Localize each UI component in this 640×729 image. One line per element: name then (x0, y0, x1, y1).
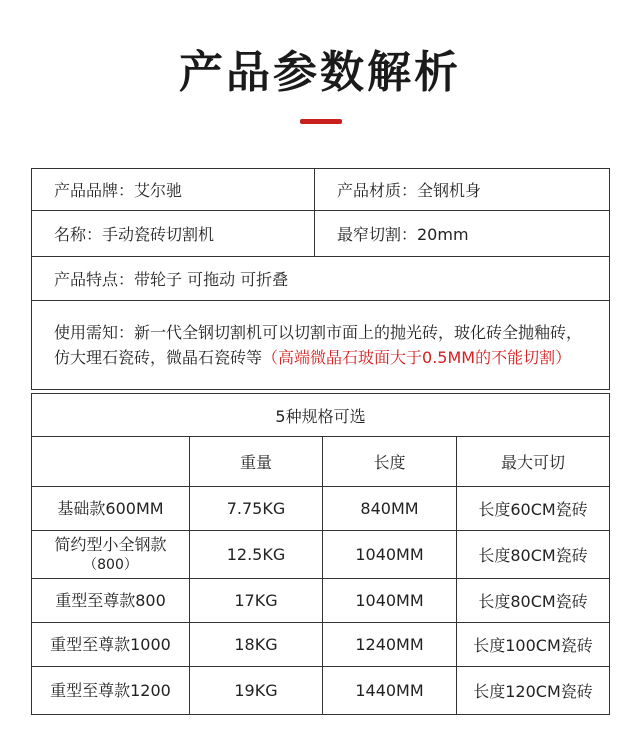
weight-cell: 19KG (190, 667, 323, 715)
model-cell: 重型至尊款800 (32, 579, 190, 623)
notice-text: 使用需知：新一代全钢切割机可以切割市面上的抛光砖，玻化砖全抛釉砖，仿大理石瓷砖，微晶石瓷砖等 (54, 323, 583, 367)
length-cell: 840MM (323, 487, 457, 531)
spec-header-row (32, 437, 610, 487)
weight-cell: 7.75KG (190, 487, 323, 531)
max-cut-cell: 长度60CM瓷砖 (457, 487, 610, 531)
table-row (32, 487, 610, 531)
spec-title: 5种规格可选 (32, 394, 610, 437)
info-row-notice (32, 301, 610, 390)
max-cut-cell: 长度80CM瓷砖 (457, 579, 610, 623)
max-cut-cell: 长度120CM瓷砖 (457, 667, 610, 715)
model-sub: （800） (83, 556, 138, 573)
header-cell-max-cut: 最大可切 (457, 437, 610, 487)
features-cell: 产品特点：带轮子 可拖动 可折叠 (32, 257, 610, 301)
name-cell: 名称：手动瓷砖切割机 (32, 211, 315, 257)
page-title: 产品参数解析 (179, 47, 461, 98)
model-name: 简约型小全钢款 (54, 534, 167, 554)
header-cell-length: 长度 (323, 437, 457, 487)
weight-cell: 12.5KG (190, 531, 323, 579)
material-cell: 产品材质：全钢机身 (315, 169, 610, 211)
length-cell: 1040MM (323, 579, 457, 623)
table-row (32, 579, 610, 623)
info-row-features (32, 257, 610, 301)
title-underline-accent (300, 119, 342, 124)
spec-table (31, 393, 610, 715)
weight-cell: 17KG (190, 579, 323, 623)
model-cell: 重型至尊款1200 (32, 667, 190, 715)
info-row-name-cut (32, 211, 610, 257)
model-cell: 基础款600MM (32, 487, 190, 531)
info-row-brand-material (32, 169, 610, 211)
length-cell: 1440MM (323, 667, 457, 715)
min-cut-cell: 最窄切割：20mm (315, 211, 610, 257)
header-cell-weight: 重量 (190, 437, 323, 487)
max-cut-cell: 长度80CM瓷砖 (457, 531, 610, 579)
model-cell (32, 531, 190, 579)
length-cell: 1040MM (323, 531, 457, 579)
table-row (32, 623, 610, 667)
length-cell: 1240MM (323, 623, 457, 667)
table-row (32, 667, 610, 715)
brand-cell: 产品品牌：艾尔驰 (32, 169, 315, 211)
header-cell-empty (32, 437, 190, 487)
weight-cell: 18KG (190, 623, 323, 667)
table-row (32, 531, 610, 579)
model-cell: 重型至尊款1000 (32, 623, 190, 667)
product-info-table (31, 168, 610, 390)
spec-title-row (32, 394, 610, 437)
notice-warning: （高端微晶石玻面大于0.5MM的不能切割） (262, 348, 572, 367)
notice-cell (32, 301, 610, 390)
max-cut-cell: 长度100CM瓷砖 (457, 623, 610, 667)
